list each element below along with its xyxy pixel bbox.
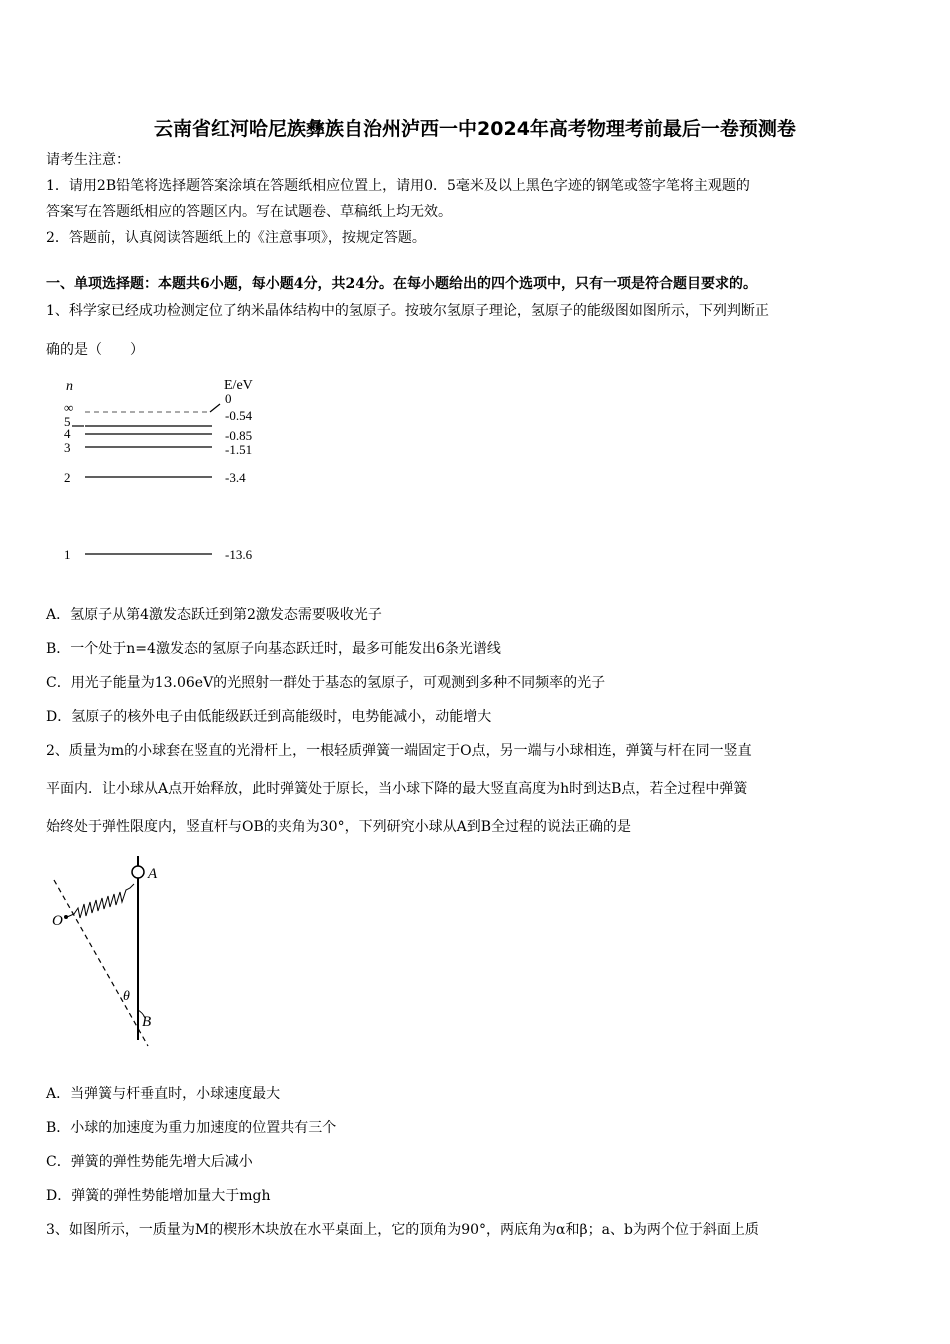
label-theta: θ	[123, 989, 130, 1004]
q2-stem-line-2: 平面内．让小球从A点开始释放，此时弹簧处于原长，当小球下降的最大竖直高度为h时到达B点，若全过程中弹簧	[46, 781, 748, 797]
level-1-n: 1	[64, 547, 71, 562]
section-1-heading: 一、单项选择题：本题共6小题，每小题4分，共24分。在每小题给出的四个选项中，只有一项是符合题目要求的。	[46, 276, 757, 292]
level-4-n: 4	[64, 426, 71, 441]
point-o	[64, 915, 68, 919]
q2-option-d: D．弹簧的弹性势能增加量大于mgh	[46, 1188, 271, 1204]
q2-stem-line-1: 2、质量为m的小球套在竖直的光滑杆上，一根轻质弹簧一端固定于O点，另一端与小球相连，弹簧与杆在同一竖直	[46, 743, 752, 759]
level-4-e: -0.85	[225, 428, 253, 443]
level-2-n: 2	[64, 470, 71, 485]
q2-option-c: C．弹簧的弹性势能先增大后减小	[46, 1154, 253, 1170]
level-5-n: 5	[64, 414, 71, 429]
level-inf-arrow-icon	[210, 404, 220, 412]
ball-a	[132, 866, 144, 878]
label-b: B	[142, 1014, 152, 1030]
level-inf-n: ∞	[64, 400, 74, 415]
energy-level-diagram	[50, 372, 280, 572]
dashed-line-ob	[54, 880, 148, 1046]
q2-stem-line-3: 始终处于弹性限度内，竖直杆与OB的夹角为30°，下列研究小球从A到B全过程的说法正确的是	[46, 819, 631, 835]
energy-axis-label: E/eV	[224, 378, 253, 393]
notice-item-1-line-2: 答案写在答题纸相应的答题区内。写在试题卷、草稿纸上均无效。	[46, 204, 452, 220]
q1-stem-line-1: 1、科学家已经成功检测定位了纳米晶体结构中的氢原子。按玻尔氢原子理论，氢原子的能级图如图所示，下列判断正	[46, 303, 769, 319]
notice-heading: 请考生注意：	[46, 152, 130, 168]
page-title: 云南省红河哈尼族彝族自治州泸西一中2024年高考物理考前最后一卷预测卷	[154, 118, 796, 140]
label-a: A	[148, 866, 158, 882]
q1-option-c: C．用光子能量为13.06eV的光照射一群处于基态的氢原子，可观测到多种不同频率的光子	[46, 675, 606, 691]
spring	[67, 884, 134, 918]
level-inf-e: 0	[225, 391, 232, 406]
spring-rod-diagram	[44, 850, 174, 1050]
q1-option-b: B．一个处于n=4激发态的氢原子向基态跃迁时，最多可能发出6条光谱线	[46, 641, 501, 657]
q3-stem-line-1: 3、如图所示，一质量为M的楔形木块放在水平桌面上，它的顶角为90°，两底角为α和β；a、b为两个位于斜面上质	[46, 1222, 759, 1238]
n-axis-label: n	[66, 379, 73, 394]
q1-option-a: A．氢原子从第4激发态跃迁到第2激发态需要吸收光子	[46, 607, 382, 623]
q1-option-d: D．氢原子的核外电子由低能级跃迁到高能级时，电势能减小，动能增大	[46, 709, 492, 725]
level-3-n: 3	[64, 440, 71, 455]
level-5-e: -0.54	[225, 408, 253, 423]
q2-option-a: A．当弹簧与杆垂直时，小球速度最大	[46, 1086, 281, 1102]
q1-stem-line-2: 确的是（ ）	[46, 342, 144, 358]
notice-item-2: 2．答题前，认真阅读答题纸上的《注意事项》，按规定答题。	[46, 230, 426, 246]
level-1-e: -13.6	[225, 547, 253, 562]
label-o: O	[52, 913, 63, 929]
level-2-e: -3.4	[225, 470, 246, 485]
level-3-e: -1.51	[225, 442, 253, 457]
notice-item-1-line-1: 1．请用2B铅笔将选择题答案涂填在答题纸相应位置上，请用0．5毫米及以上黑色字迹的钢笔或签字笔将主观题的	[46, 178, 750, 194]
q2-option-b: B．小球的加速度为重力加速度的位置共有三个	[46, 1120, 337, 1136]
